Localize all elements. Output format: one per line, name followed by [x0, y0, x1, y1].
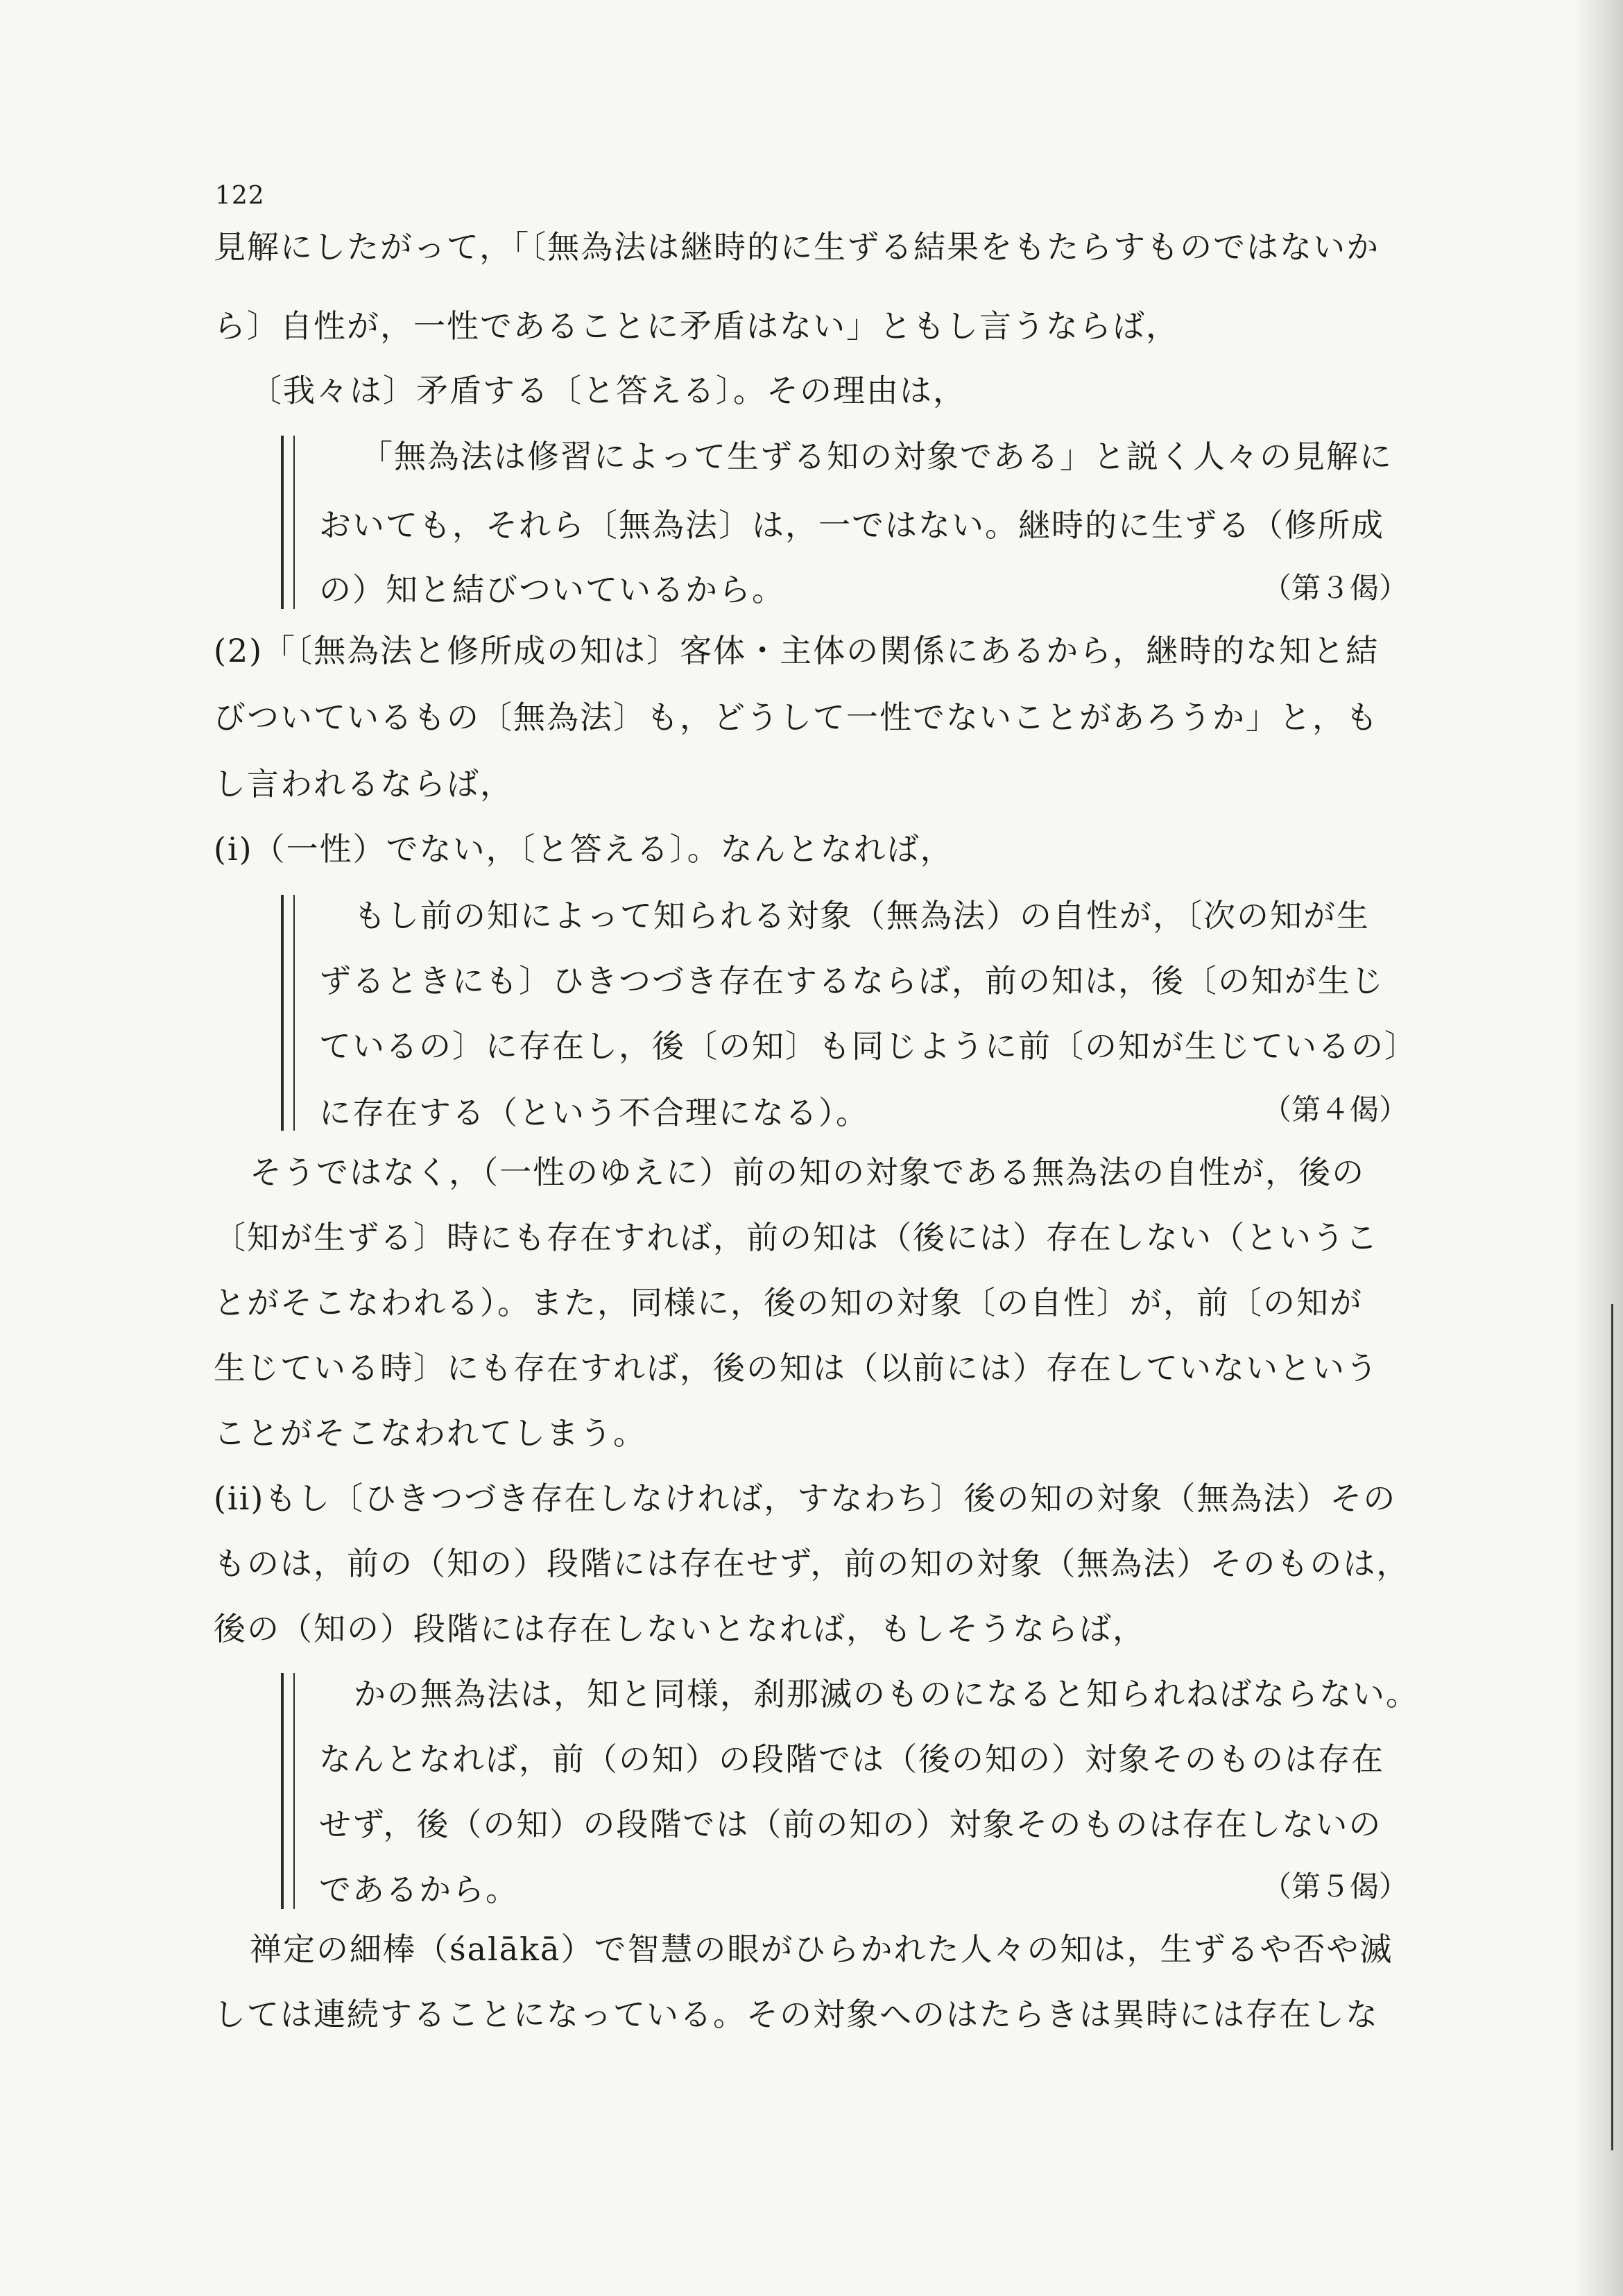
- verse-bar: [281, 1673, 295, 1909]
- text-line: (2)「〔無為法と修所成の知は〕客体・主体の関係にあるから，継時的な知と結: [214, 632, 1380, 669]
- verse-line: 「無為法は修習によって生ずる知の対象である」と説く人々の見解に: [361, 438, 1393, 475]
- verse-line: であるから。: [319, 1871, 519, 1908]
- text-line: 〔知が生ずる〕時にも存在すれば，前の知は（後には）存在しない（というこ: [214, 1219, 1379, 1256]
- text-line: ら〕自性が，一性であることに矛盾はない」ともし言うならば，: [214, 307, 1179, 345]
- text-line: (i)（一性）でない，〔と答える〕。なんとなれば，: [214, 830, 954, 868]
- text-line: 見解にしたがって，「〔無為法は継時的に生ずる結果をもたらすものではないか: [214, 228, 1380, 266]
- text-line: ことがそこなわれてしまう。: [214, 1414, 646, 1452]
- verse-line: せず，後（の知）の段階では（前の知の）対象そのものは存在しないの: [319, 1806, 1382, 1843]
- verse-line: なんとなれば，前（の知）の段階では（後の知の）対象そのものは存在: [319, 1740, 1384, 1778]
- verse-tag: （第５偈）: [1262, 1869, 1409, 1903]
- text-line: 禅定の細棒（śalākā）で智慧の眼がひらかれた人々の知は，生ずるや否や滅: [250, 1930, 1393, 1968]
- text-line: しては連続することになっている。その対象へのはたらきは異時には存在しな: [214, 1996, 1379, 2033]
- verse-line: かの無為法は，知と同様，刹那滅のものになると知られねばならない。: [354, 1675, 1419, 1713]
- text-line: とがそこなわれる）。また，同様に，後の知の対象〔の自性〕が，前〔の知が: [214, 1284, 1363, 1321]
- verse-line: もし前の知によって知られる対象（無為法）の自性が，〔次の知が生: [354, 897, 1370, 934]
- verse-tag: （第４偈）: [1262, 1093, 1409, 1126]
- verse-line: ているの〕に存在し，後〔の知〕も同じように前〔の知が生じているの〕: [319, 1027, 1418, 1065]
- verse-bar: [281, 895, 295, 1131]
- verse-line: ずるときにも〕ひきつづき存在するならば，前の知は，後〔の知が生じ: [319, 962, 1384, 1000]
- page-number: 122: [215, 182, 265, 210]
- scan-edge-line: [1611, 1304, 1613, 2150]
- text-line: ものは，前の（知の）段階には存在せず，前の知の対象（無為法）そのものは，: [214, 1545, 1410, 1582]
- verse-line: に存在する（という不合理になる）。: [319, 1094, 869, 1131]
- text-line: 生じている時〕にも存在すれば，後の知は（以前には）存在していないという: [214, 1349, 1379, 1387]
- text-line: びついているもの〔無為法〕も，どうして一性でないことがあろうか」と，も: [214, 699, 1379, 736]
- text-line: そうではなく，（一性のゆえに）前の知の対象である無為法の自性が，後の: [250, 1154, 1366, 1191]
- verse-line: の）知と結びついているから。: [319, 571, 785, 608]
- verse-tag: （第３偈）: [1262, 571, 1409, 605]
- scan-edge-shadow: [1574, 0, 1623, 2296]
- verse-bar: [281, 436, 295, 609]
- verse-line: おいても，それら〔無為法〕は，一ではない。継時的に生ずる（修所成: [319, 506, 1384, 544]
- text-line: (ii)もし〔ひきつづき存在しなければ，すなわち〕後の知の対象（無為法）その: [214, 1480, 1397, 1517]
- text-line: 後の（知の）段階には存在しないとなれば，もしそうならば，: [214, 1610, 1146, 1647]
- text-line: し言われるならば，: [214, 765, 513, 803]
- text-line: 〔我々は〕矛盾する〔と答える〕。その理由は，: [250, 372, 966, 409]
